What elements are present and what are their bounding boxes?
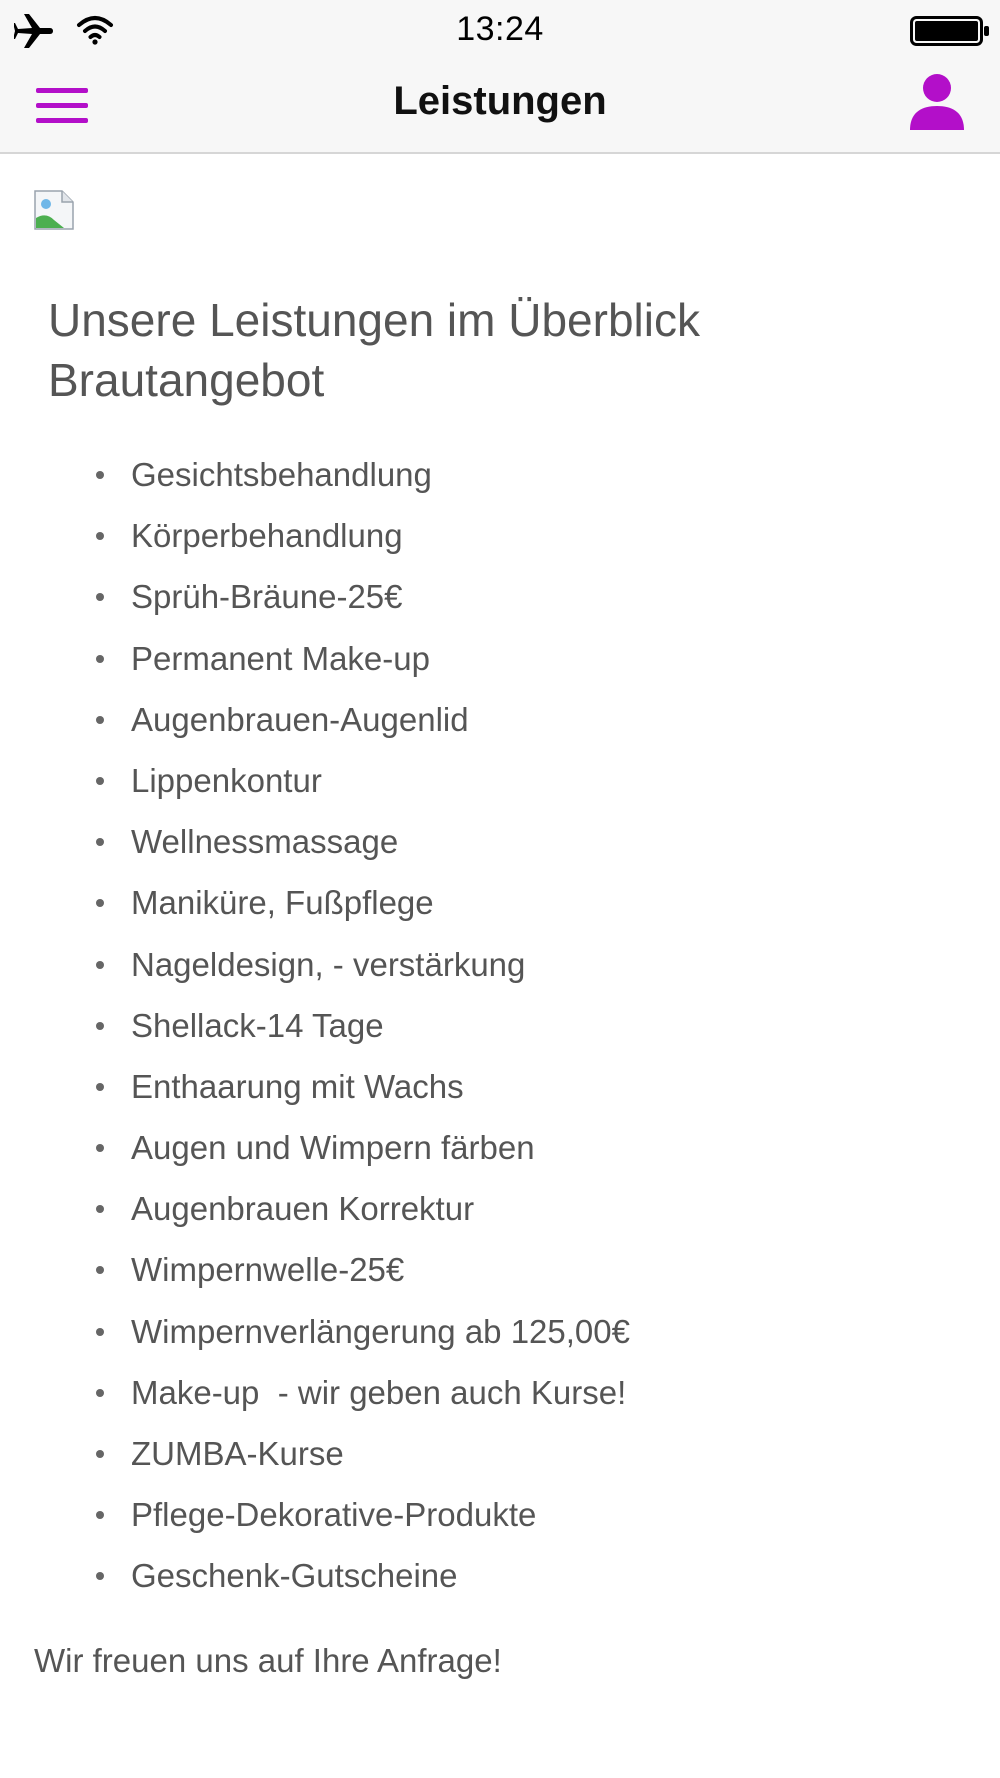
list-item: Enthaarung mit Wachs: [0, 1056, 1000, 1117]
list-item: Wimpernverlängerung ab 125,00€: [0, 1301, 1000, 1362]
status-time: 13:24: [456, 10, 544, 48]
page-title: Leistungen: [393, 79, 607, 123]
list-item: Augenbrauen Korrektur: [0, 1178, 1000, 1239]
list-item: Augen und Wimpern färben: [0, 1117, 1000, 1178]
list-item: Wellnessmassage: [0, 811, 1000, 872]
heading-line-bridal-offer: Brautangebot: [48, 354, 325, 406]
list-item: Permanent Make-up: [0, 628, 1000, 689]
services-heading: [48, 290, 968, 410]
list-item: Geschenk-Gutscheine: [0, 1545, 1000, 1606]
list-item: Nageldesign, - verstärkung: [0, 934, 1000, 995]
battery-icon: [910, 16, 990, 46]
list-item: Augenbrauen-Augenlid: [0, 689, 1000, 750]
status-bar: [0, 0, 1000, 64]
list-item: ZUMBA-Kurse: [0, 1423, 1000, 1484]
list-item: Körperbehandlung: [0, 505, 1000, 566]
navigation-bar: [0, 64, 1000, 154]
list-item: Pflege-Dekorative-Produkte: [0, 1484, 1000, 1545]
inquiry-note: Wir freuen uns auf Ihre Anfrage!: [34, 1642, 502, 1679]
list-item: Lippenkontur: [0, 750, 1000, 811]
user-icon[interactable]: [906, 72, 968, 138]
heading-line-overview: Unsere Leistungen im Überblick: [48, 294, 700, 346]
list-item: Maniküre, Fußpflege: [0, 872, 1000, 933]
services-list: [0, 444, 1000, 1607]
list-item: Make-up - wir geben auch Kurse!: [0, 1362, 1000, 1423]
list-item: Sprüh-Bräune-25€: [0, 566, 1000, 627]
list-item: Shellack-14 Tage: [0, 995, 1000, 1056]
list-item: Gesichtsbehandlung: [0, 444, 1000, 505]
broken-image-icon: [34, 190, 74, 230]
list-item: Wimpernwelle-25€: [0, 1239, 1000, 1300]
